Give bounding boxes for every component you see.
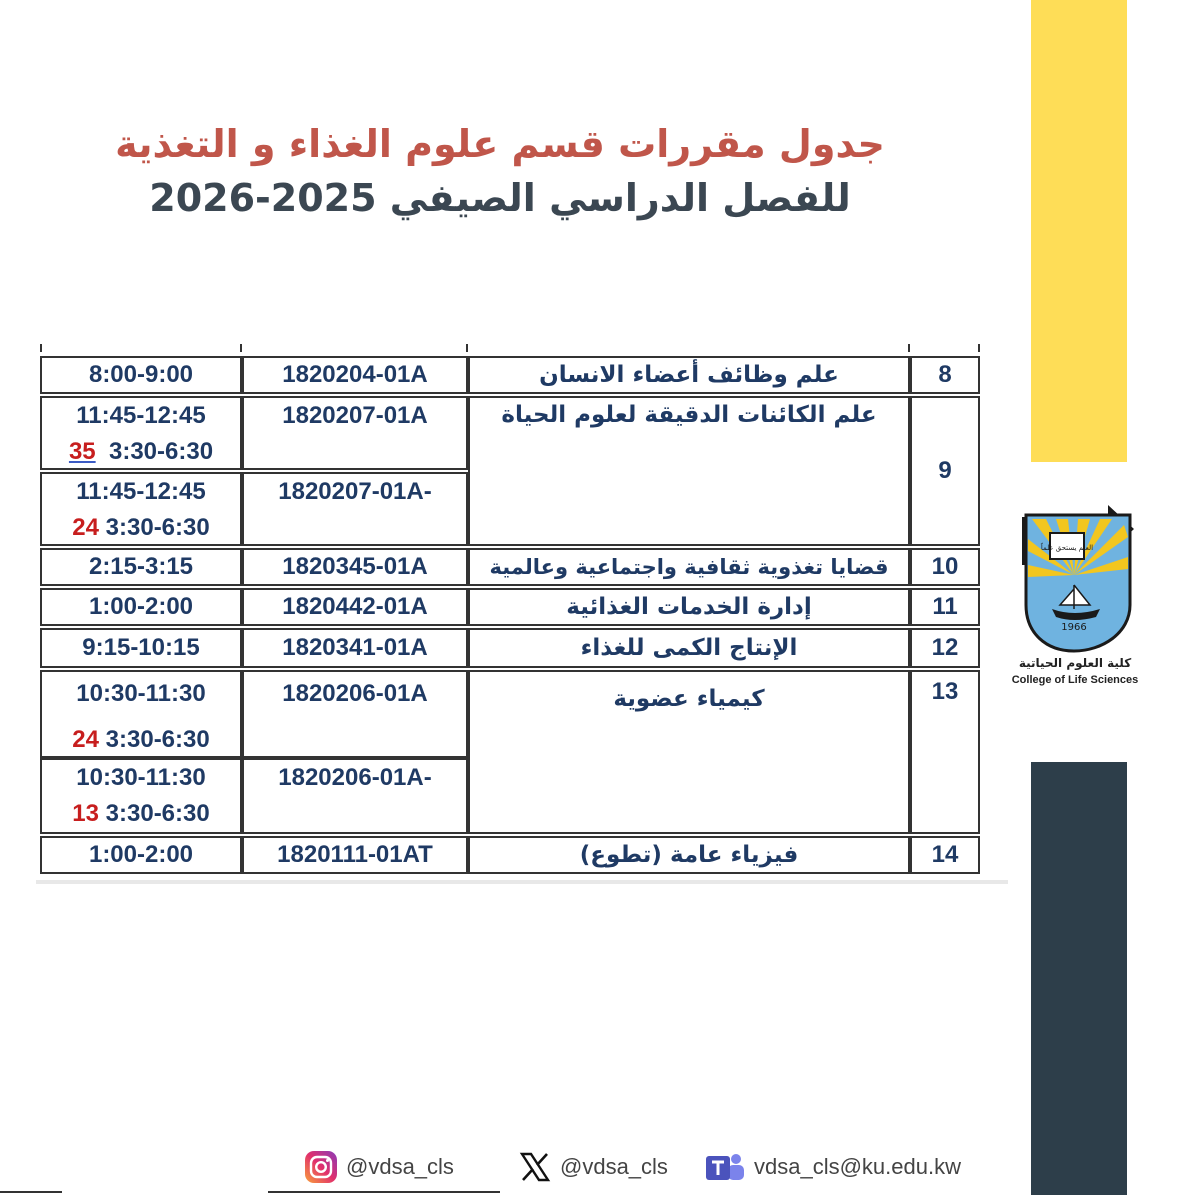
row-number-cell: 13: [910, 670, 980, 834]
code-cell: 1820206-01A: [242, 670, 468, 758]
course-name-cell: فيزياء عامة (تطوع): [468, 836, 910, 874]
lab-number: 35: [68, 438, 96, 465]
college-name-ar: كلية العلوم الحياتية: [1018, 656, 1132, 670]
logo-motto: العلم يستحق علماً: [1040, 544, 1094, 552]
bottom-rule: [268, 1191, 500, 1193]
row-number-cell: 10: [910, 548, 980, 586]
instagram-icon: [304, 1150, 338, 1184]
instagram-handle[interactable]: [304, 1150, 454, 1184]
row-number-cell: 9: [910, 396, 980, 546]
time-cell: 1:00-2:00: [40, 836, 242, 874]
lecture-time: 11:45-12:45: [76, 478, 206, 505]
lab-time: 3:30-6:30: [105, 514, 210, 541]
time-cell: [40, 758, 242, 834]
bottom-rule: [0, 1191, 62, 1193]
decorative-dark-bar: [1031, 762, 1127, 1195]
course-name-cell: الإنتاج الكمى للغذاء: [468, 628, 910, 668]
table-top-stub: [978, 344, 980, 352]
instagram-text: @vdsa_cls: [346, 1154, 454, 1179]
page-subtitle: للفصل الدراسي الصيفي 2025-2026: [149, 176, 851, 220]
course-name-cell: قضايا تغذوية ثقافية واجتماعية وعالمية: [468, 548, 910, 586]
time-cell: [40, 472, 242, 546]
time-cell: 1:00-2:00: [40, 588, 242, 626]
lab-number: 24: [72, 514, 99, 541]
table-top-stub: [40, 344, 42, 352]
time-cell: 9:15-10:15: [40, 628, 242, 668]
table-top-stub: [908, 344, 910, 352]
code-cell: 1820204-01A: [242, 356, 468, 394]
course-name-cell: علم الكائنات الدقيقة لعلوم الحياة: [468, 396, 910, 546]
x-text: @vdsa_cls: [560, 1154, 668, 1179]
code-cell: 1820207-01A-: [242, 472, 468, 546]
table-top-stub: [466, 344, 468, 352]
code-cell: 1820206-01A-: [242, 758, 468, 834]
lab-number: 24: [72, 726, 99, 753]
course-name-cell: كيمياء عضوية: [468, 670, 910, 834]
code-cell: 1820111-01AT: [242, 836, 468, 874]
row-number-cell: 8: [910, 356, 980, 394]
time-cell: [40, 670, 242, 758]
lab-time: 3:30-6:30: [108, 438, 214, 465]
row-number-cell: 11: [910, 588, 980, 626]
row-number-cell: 14: [910, 836, 980, 874]
lecture-time: 10:30-11:30: [76, 680, 206, 707]
code-cell: 1820442-01A: [242, 588, 468, 626]
time-cell: [40, 396, 242, 470]
lab-time: 3:30-6:30: [105, 800, 210, 827]
time-cell: 2:15-3:15: [40, 548, 242, 586]
x-icon: [518, 1150, 552, 1184]
table-bottom-shadow: [36, 880, 1008, 884]
lab-time: 3:30-6:30: [105, 726, 210, 753]
table-top-stub: [240, 344, 242, 352]
x-handle[interactable]: [518, 1150, 668, 1184]
code-cell: 1820341-01A: [242, 628, 468, 668]
time-cell: 8:00-9:00: [40, 356, 242, 394]
logo-year: 1966: [1061, 622, 1087, 633]
lecture-time: 11:45-12:45: [76, 402, 206, 429]
decorative-yellow-bar: [1031, 0, 1127, 462]
course-name-cell: إدارة الخدمات الغذائية: [468, 588, 910, 626]
row-number-cell: 12: [910, 628, 980, 668]
email-contact[interactable]: [704, 1150, 961, 1184]
college-name-en: College of Life Sciences: [1011, 674, 1139, 686]
page-title: جدول مقررات قسم علوم الغذاء و التغذية: [115, 122, 885, 166]
college-logo: [1012, 505, 1136, 653]
course-name-cell: علم وظائف أعضاء الانسان: [468, 356, 910, 394]
lecture-time: 10:30-11:30: [76, 764, 206, 791]
code-cell: 1820207-01A: [242, 396, 468, 470]
email-text: vdsa_cls@ku.edu.kw: [754, 1154, 961, 1179]
code-cell: 1820345-01A: [242, 548, 468, 586]
lab-number: 13: [72, 800, 99, 827]
teams-icon: [704, 1150, 746, 1184]
